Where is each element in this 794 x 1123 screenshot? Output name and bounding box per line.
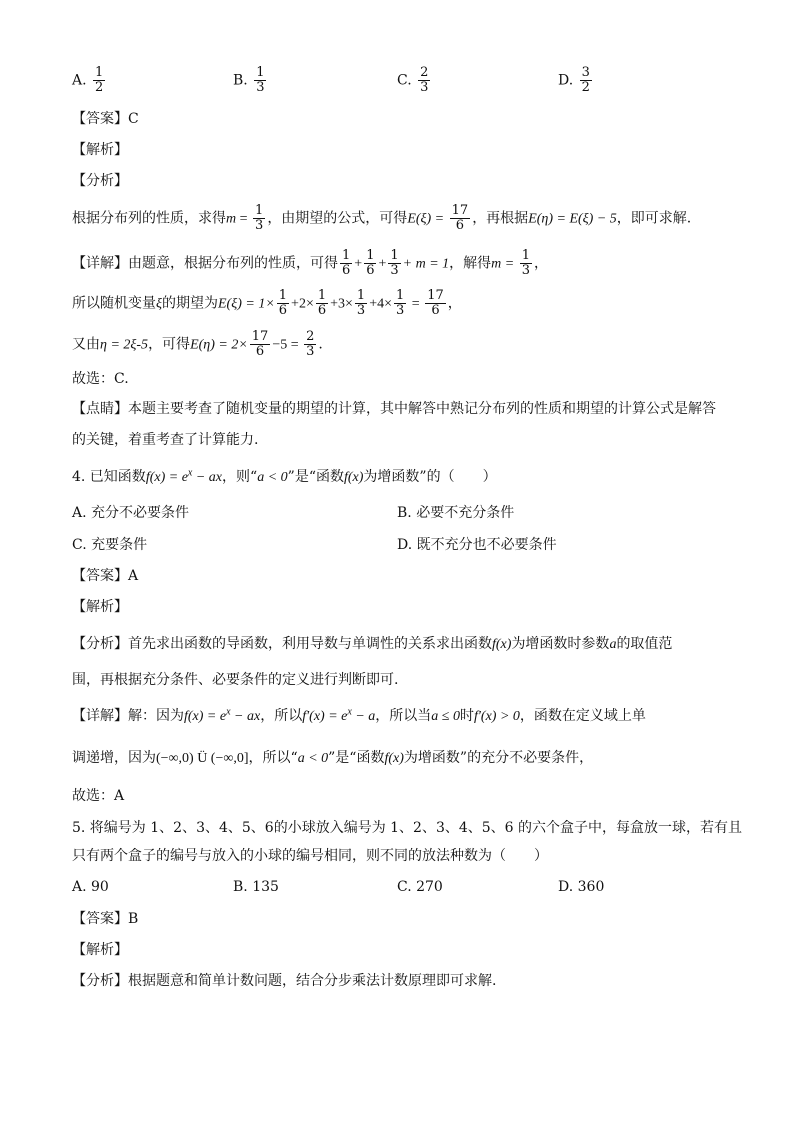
q4-option-c: C. 充要条件 xyxy=(72,537,148,553)
q5-stem-line-2: 只有两个盒子的编号与放入的小球的编号相同，则不同的放法种数为（ ） xyxy=(72,848,548,864)
q3-detail-line-3: 又由η = 2ξ-5，可得E(η) = 2× $\frac{17}{6}$ −5 = $\frac{2}{3}$ . xyxy=(72,329,323,359)
q4-choose: 故选：A xyxy=(72,788,125,804)
q4-option-d: D. 既不充分也不必要条件 xyxy=(397,537,557,553)
q5-fenxi: 【分析】根据题意和简单计数问题，结合分步乘法计数原理即可求解. xyxy=(72,973,497,989)
q5-answer: 【答案】B xyxy=(72,911,139,927)
q3-dianjing-line-2: 的关键，着重考查了计算能力. xyxy=(72,432,259,448)
fraction: $\frac{1}{3}$ xyxy=(256,65,265,95)
q4-answer: 【答案】A xyxy=(72,568,139,584)
q5-option-b: B. 135 xyxy=(233,879,279,895)
q3-analysis-heading: 【解析】 xyxy=(72,142,128,158)
q4-option-a: A. 充分不必要条件 xyxy=(72,505,190,521)
q3-fenxi-text: 根据分布列的性质，求得m = $\frac{1}{3}$ ，由期望的公式，可得E(ξ) = $\frac{17}{6}$ ，再根据E(η) = E(ξ) − 5，即可求解. xyxy=(72,203,692,233)
fraction: $\frac{3}{2}$ xyxy=(581,65,590,95)
q4-fenxi-line-1: 【分析】首先求出函数的导函数，利用导数与单调性的关系求出函数f(x)为增函数时参数a的取值范 xyxy=(72,636,673,652)
q3-option-b: B. $\frac{1}{3}$ xyxy=(233,65,265,95)
q5-option-c: C. 270 xyxy=(397,879,443,895)
fraction: $\frac{1}{2}$ xyxy=(95,65,104,95)
q4-option-b: B. 必要不充分条件 xyxy=(397,505,515,521)
q4-detail-line-2: 调递增，因为(−∞,0) Ü (−∞,0]，所以“a < 0”是“函数f(x)为增函数”的充分不必要条件， xyxy=(72,750,594,766)
q5-option-d: D. 360 xyxy=(558,879,605,895)
q3-fenxi-heading: 【分析】 xyxy=(72,173,128,189)
q3-dianjing-line-1: 【点睛】本题主要考查了随机变量的期望的计算，其中解答中熟记分布列的性质和期望的计算公式是解答 xyxy=(72,401,716,417)
q3-option-c: C. $\frac{2}{3}$ xyxy=(397,65,429,95)
q3-detail-line-2: 所以随机变量ξ的期望为E(ξ) = 1× $\frac{1}{6}$ +2× $\frac{1}{6}$ +3× $\frac{1}{3}$ +4× $\frac{1}{3}$ = $\frac{17}{6}$ ， xyxy=(72,288,462,318)
q4-fenxi-line-2: 围，再根据充分条件、必要条件的定义进行判断即可. xyxy=(72,672,399,688)
q3-detail-line-1: 【详解】由题意，根据分布列的性质，可得 $\frac{1}{6}$ + $\frac{1}{6}$ + $\frac{1}{3}$ + m = 1，解得m = $\frac{1}{3}$ ， xyxy=(72,248,549,278)
q3-option-d: D. $\frac{3}{2}$ xyxy=(558,65,590,95)
q4-detail-line-1: 【详解】解：因为$f(x) = e^x$ − ax，所以$f'(x) = e^x - a$，所以当a ≤ 0时f′(x) > 0，函数在定义域上单 xyxy=(72,706,646,724)
q4-analysis-heading: 【解析】 xyxy=(72,599,128,615)
q5-stem-line-1: 5. 将编号为 1、2、3、4、5、6的小球放入编号为 1、2、3、4、5、6 的六个盒子中，每盒放一球，若有且 xyxy=(72,820,743,836)
q3-answer: 【答案】C xyxy=(72,111,139,127)
q5-analysis-heading: 【解析】 xyxy=(72,942,128,958)
q4-stem: 4. 已知函数$f(x) = e^x$ − ax，则“a < 0”是“函数f(x)为增函数”的（ ） xyxy=(72,467,497,485)
fraction: $\frac{2}{3}$ xyxy=(420,65,429,95)
q5-option-a: A. 90 xyxy=(72,879,109,895)
q3-option-a: A. $\frac{1}{2}$ xyxy=(72,65,104,95)
q3-choose: 故选：C. xyxy=(72,371,129,387)
